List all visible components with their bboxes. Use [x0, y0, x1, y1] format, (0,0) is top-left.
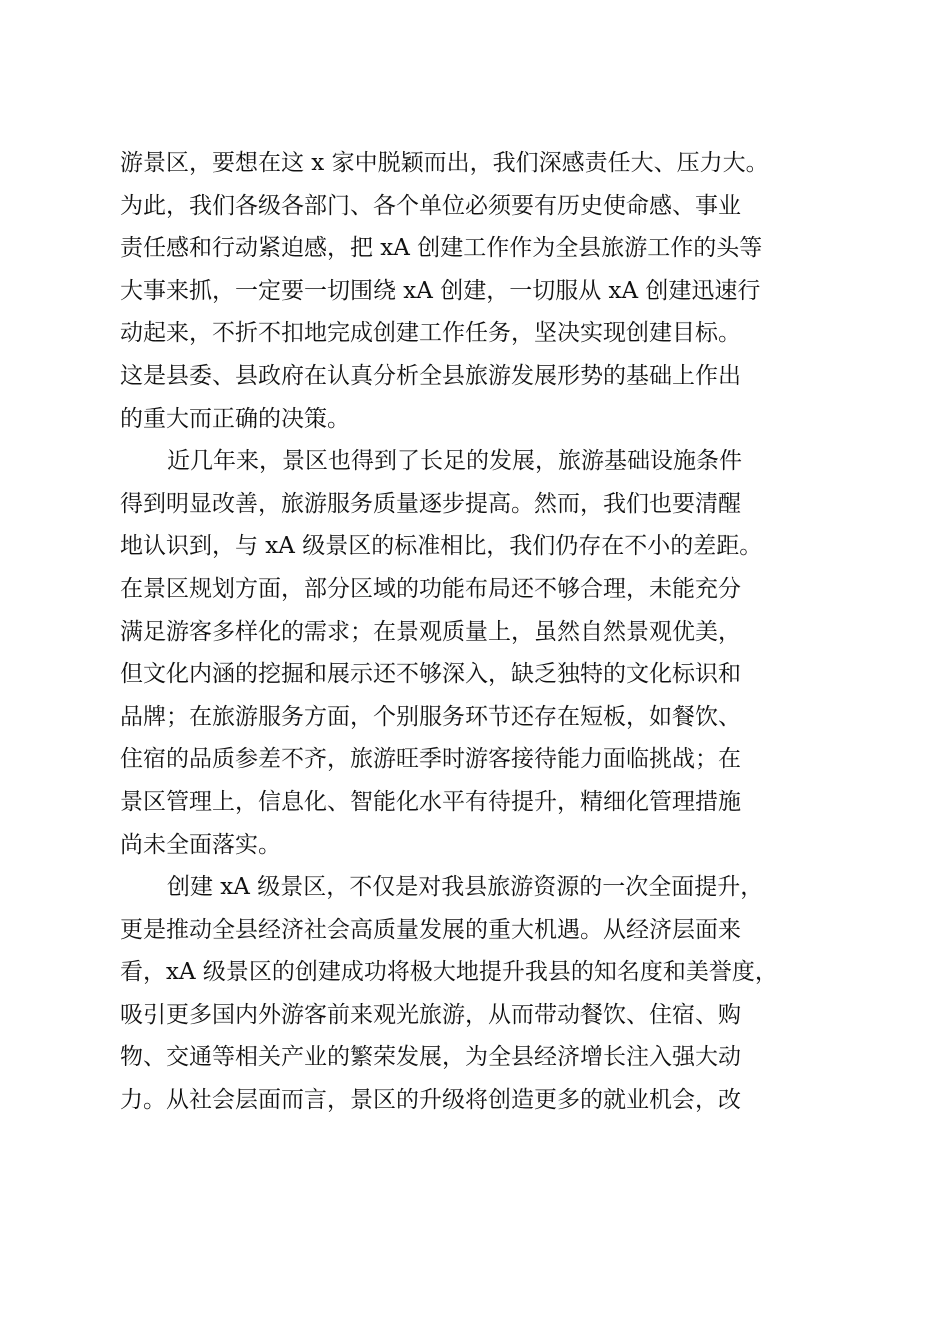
text-line: 地认识到，与 xA 级景区的标准相比，我们仍存在不小的差距。 [120, 533, 763, 560]
text-line: 但文化内涵的挖掘和展示还不够深入，缺乏独特的文化标识和 [120, 661, 741, 688]
text-line: 力。从社会层面而言，景区的升级将创造更多的就业机会，改 [120, 1087, 741, 1114]
text-line: 看，xA 级景区的创建成功将极大地提升我县的知名度和美誉度， [120, 959, 778, 986]
text-line: 的重大而正确的决策。 [120, 405, 350, 432]
text-line: 为此，我们各级各部门、各个单位必须要有历史使命感、事业 [120, 192, 741, 219]
text-line: 物、交通等相关产业的繁荣发展，为全县经济增长注入强大动 [120, 1044, 741, 1071]
text-line: 品牌；在旅游服务方面，个别服务环节还存在短板，如餐饮、 [120, 703, 741, 730]
text-line: 这是县委、县政府在认真分析全县旅游发展形势的基础上作出 [120, 362, 741, 389]
paragraph-3 [120, 866, 840, 1122]
body-text [120, 142, 840, 1122]
text-line: 得到明显改善，旅游服务质量逐步提高。然而，我们也要清醒 [120, 490, 741, 517]
text-line: 尚未全面落实。 [120, 831, 281, 858]
text-line: 吸引更多国内外游客前来观光旅游，从而带动餐饮、住宿、购 [120, 1001, 741, 1028]
text-line: 动起来，不折不扣地完成创建工作任务，坚决实现创建目标。 [120, 320, 741, 347]
text-line: 景区管理上，信息化、智能化水平有待提升，精细化管理措施 [120, 788, 741, 815]
text-line: 创建 xA 级景区，不仅是对我县旅游资源的一次全面提升， [167, 874, 764, 901]
text-line: 更是推动全县经济社会高质量发展的重大机遇。从经济层面来 [120, 916, 741, 943]
text-line: 近几年来，景区也得到了长足的发展，旅游基础设施条件 [167, 448, 742, 475]
text-line: 责任感和行动紧迫感，把 xA 创建工作作为全县旅游工作的头等 [120, 235, 763, 262]
text-line: 大事来抓，一定要一切围绕 xA 创建，一切服从 xA 创建迅速行 [120, 277, 761, 304]
paragraph-2 [120, 440, 840, 866]
text-line: 住宿的品质参差不齐，旅游旺季时游客接待能力面临挑战；在 [120, 746, 741, 773]
text-line: 满足游客多样化的需求；在景观质量上，虽然自然景观优美， [120, 618, 741, 645]
text-line: 游景区，要想在这 x 家中脱颖而出，我们深感责任大、压力大。 [120, 150, 769, 176]
text-line: 在景区规划方面，部分区域的功能布局还不够合理，未能充分 [120, 575, 741, 602]
paragraph-1 [120, 142, 840, 440]
